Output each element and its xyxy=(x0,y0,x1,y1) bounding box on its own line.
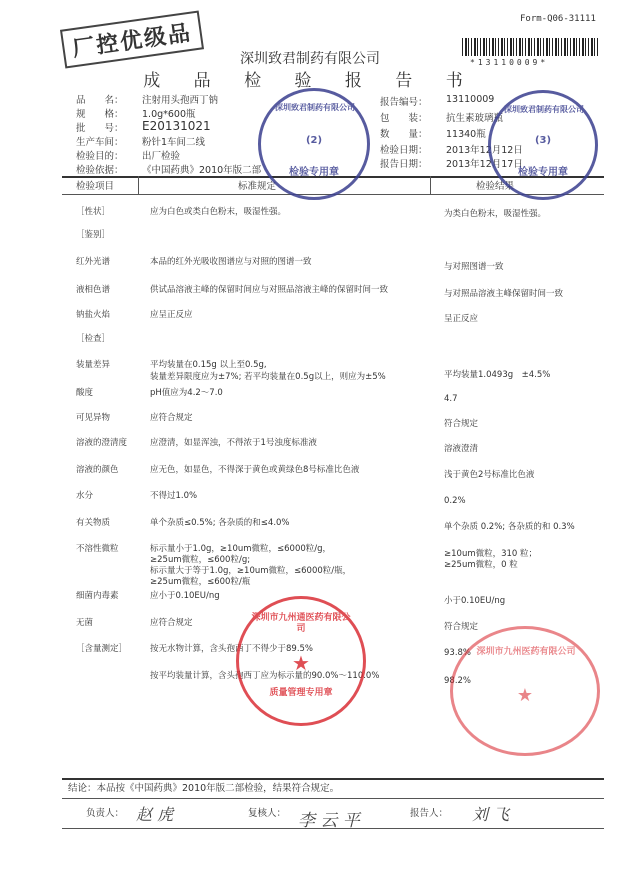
seal-text: 深圳致君制药有限公司 xyxy=(275,103,355,112)
row-item: 红外光谱 xyxy=(76,257,111,267)
row-item: 溶液的澄清度 xyxy=(76,438,128,448)
info-value: 2013年12月17日 xyxy=(446,159,523,170)
row-standard: 供试品溶液主峰的保留时间应与对照品溶液主峰的保留时间一致 xyxy=(150,285,389,295)
company-name: 深圳致君制药有限公司 xyxy=(240,51,380,67)
document-title: 成 品 检 验 报 告 书 xyxy=(143,71,477,91)
row-result: 与对照品溶液主峰保留时间一致 xyxy=(444,289,564,299)
conclusion: 结论：本品按《中国药典》2010年版二部检验，结果符合规定。 xyxy=(68,783,340,794)
row-result: 4.7 xyxy=(444,394,458,404)
info-label: 检验日期： xyxy=(380,145,428,156)
row-standard: 应呈正反应 xyxy=(150,310,193,320)
info-label: 品 名： xyxy=(76,95,124,106)
info-label: 报告日期： xyxy=(380,159,428,170)
row-standard: 标示量大于等于1.0g，≥10um微粒，≤6000粒/瓶， xyxy=(150,566,352,576)
row-result: 为类白色粉末，吸湿性强。 xyxy=(444,209,547,219)
header-item: 检验项目 xyxy=(76,181,115,192)
column-divider xyxy=(138,176,139,194)
row-item: 可见异物 xyxy=(76,413,111,423)
quality-seal-red-2 xyxy=(450,626,600,756)
column-divider xyxy=(430,176,431,194)
row-result: 小于0.10EU/ng xyxy=(444,596,506,606)
seal-bottom: 质量管理专用章 xyxy=(269,688,333,698)
info-value: 抗生素玻璃瓶 xyxy=(446,113,504,124)
row-standard: 本品的红外光吸收图谱应与对照的图谱一致 xyxy=(150,257,312,267)
row-standard: 应符合规定 xyxy=(150,618,193,628)
row-result: 符合规定 xyxy=(444,622,479,632)
info-label: 检验目的： xyxy=(76,151,124,162)
row-result: 呈正反应 xyxy=(444,314,479,324)
row-item: 无菌 xyxy=(76,618,94,628)
seal-number: (3) xyxy=(534,135,552,146)
row-standard: 单个杂质≤0.5%; 各杂质的和≤4.0% xyxy=(150,518,290,528)
seal-text: 深圳致君制药有限公司 xyxy=(504,105,584,114)
info-value: 1.0g*600瓶 xyxy=(142,109,196,120)
info-value: E20131021 xyxy=(142,119,211,133)
info-value: 出厂检验 xyxy=(142,151,181,162)
inspection-seal-3 xyxy=(488,90,598,200)
row-result: 单个杂质 0.2%; 各杂质的和 0.3% xyxy=(444,522,575,532)
info-label: 检验依据： xyxy=(76,165,124,176)
row-item: 液相色谱 xyxy=(76,285,111,295)
info-value: 粉针1车间二线 xyxy=(142,137,206,148)
row-standard: ≥25um微粒，≤600粒/瓶 xyxy=(150,577,251,587)
form-number: Form-Q06-31111 xyxy=(520,14,596,24)
row-standard: 标示量小于1.0g，≥10um微粒，≤6000粒/g， xyxy=(150,544,332,554)
info-label: 数 量： xyxy=(380,129,428,140)
row-item: 有关物质 xyxy=(76,518,111,528)
row-standard: 按平均装量计算，含头孢西丁应为标示量的90.0%～110.0% xyxy=(150,671,380,681)
row-standard: 应澄清，如显浑浊，不得浓于1号浊度标准液 xyxy=(150,438,317,448)
info-label: 规 格： xyxy=(76,109,124,120)
row-item: 酸度 xyxy=(76,388,94,398)
quality-seal-red xyxy=(236,596,366,726)
row-item: 水分 xyxy=(76,491,94,501)
barcode-number: *13110009* xyxy=(470,58,549,67)
row-item: ［鉴别］ xyxy=(76,230,111,240)
row-item: ［含量测定］ xyxy=(76,644,128,654)
info-value: 注射用头孢西丁钠 xyxy=(142,95,219,106)
seal-text: 深圳市九州医药有限公司 xyxy=(476,647,576,657)
row-standard: 应小于0.10EU/ng xyxy=(150,591,220,601)
info-label: 报告编号： xyxy=(380,97,428,108)
row-item: 钠盐火焰 xyxy=(76,310,111,320)
seal-text: 深圳市九州通医药有限公司 xyxy=(251,613,351,634)
inspection-seal-2 xyxy=(258,88,370,200)
row-item: ［性状］ xyxy=(76,207,111,217)
seal-bottom: 检验专用章 xyxy=(518,167,568,178)
row-standard: 按无水物计算，含头孢西丁不得少于89.5% xyxy=(150,644,314,654)
row-result: 93.8% xyxy=(444,648,472,658)
reporter-signature: 刘 飞 xyxy=(472,805,510,824)
row-standard: pH值应为4.2～7.0 xyxy=(150,388,223,398)
row-standard: 应无色，如显色，不得深于黄色或黄绿色8号标准比色液 xyxy=(150,465,360,475)
row-item: 装量差异 xyxy=(76,360,111,370)
seal-star-icon: ★ xyxy=(516,685,534,706)
row-standard: 装量差异限度应为±7%; 若平均装量在0.5g以上，则应为±5% xyxy=(150,372,386,382)
conclusion-top-border xyxy=(62,778,604,780)
row-item: 不溶性微粒 xyxy=(76,544,119,554)
row-item: 溶液的颜色 xyxy=(76,465,119,475)
conclusion-bottom-border xyxy=(62,798,604,799)
row-result: 符合规定 xyxy=(444,419,479,429)
seal-star-icon: ★ xyxy=(292,651,310,675)
row-result: ≥25um微粒，0 粒 xyxy=(444,560,518,570)
info-label: 生产车间： xyxy=(76,137,124,148)
header-standard: 标准规定 xyxy=(238,181,277,192)
row-result: 0.2% xyxy=(444,496,466,506)
seal-number: (2) xyxy=(305,135,323,146)
row-result: 平均装量1.0493g ±4.5% xyxy=(444,370,551,380)
info-label: 批 号： xyxy=(76,123,124,134)
head-label: 负责人： xyxy=(86,808,125,819)
header-result: 检验结果 xyxy=(476,181,515,192)
row-standard: ≥25um微粒，≤600粒/g; xyxy=(150,555,251,565)
info-value: 《中国药典》2010年版二部 xyxy=(142,165,262,176)
head-signature: 赵 虎 xyxy=(136,805,174,824)
row-standard: 应为白色或类白色粉末，吸湿性强。 xyxy=(150,207,287,217)
info-value: 2013年12月12日 xyxy=(446,145,523,156)
info-label: 包 装： xyxy=(380,113,428,124)
row-standard: 不得过1.0% xyxy=(150,491,198,501)
review-signature: 李 云 平 xyxy=(298,811,360,831)
seal-bottom: 检验专用章 xyxy=(289,167,339,178)
row-result: 98.2% xyxy=(444,676,472,686)
row-result: ≥10um微粒，310 粒； xyxy=(444,549,538,559)
reporter-label: 报告人： xyxy=(410,808,449,819)
row-item: 细菌内毒素 xyxy=(76,591,119,601)
row-standard: 应符合规定 xyxy=(150,413,193,423)
row-result: 浅于黄色2号标准比色液 xyxy=(444,470,535,480)
row-item: ［检查］ xyxy=(76,334,111,344)
row-result: 与对照图谱一致 xyxy=(444,262,504,272)
row-result: 溶液澄清 xyxy=(444,444,479,454)
review-label: 复核人： xyxy=(248,808,287,819)
grade-stamp: 厂控优级品 xyxy=(60,10,204,68)
info-value: 11340瓶 xyxy=(446,129,486,140)
info-value: 13110009 xyxy=(446,94,495,105)
row-standard: 平均装量在0.15g 以上至0.5g, xyxy=(150,360,267,370)
signature-underline xyxy=(62,828,604,829)
